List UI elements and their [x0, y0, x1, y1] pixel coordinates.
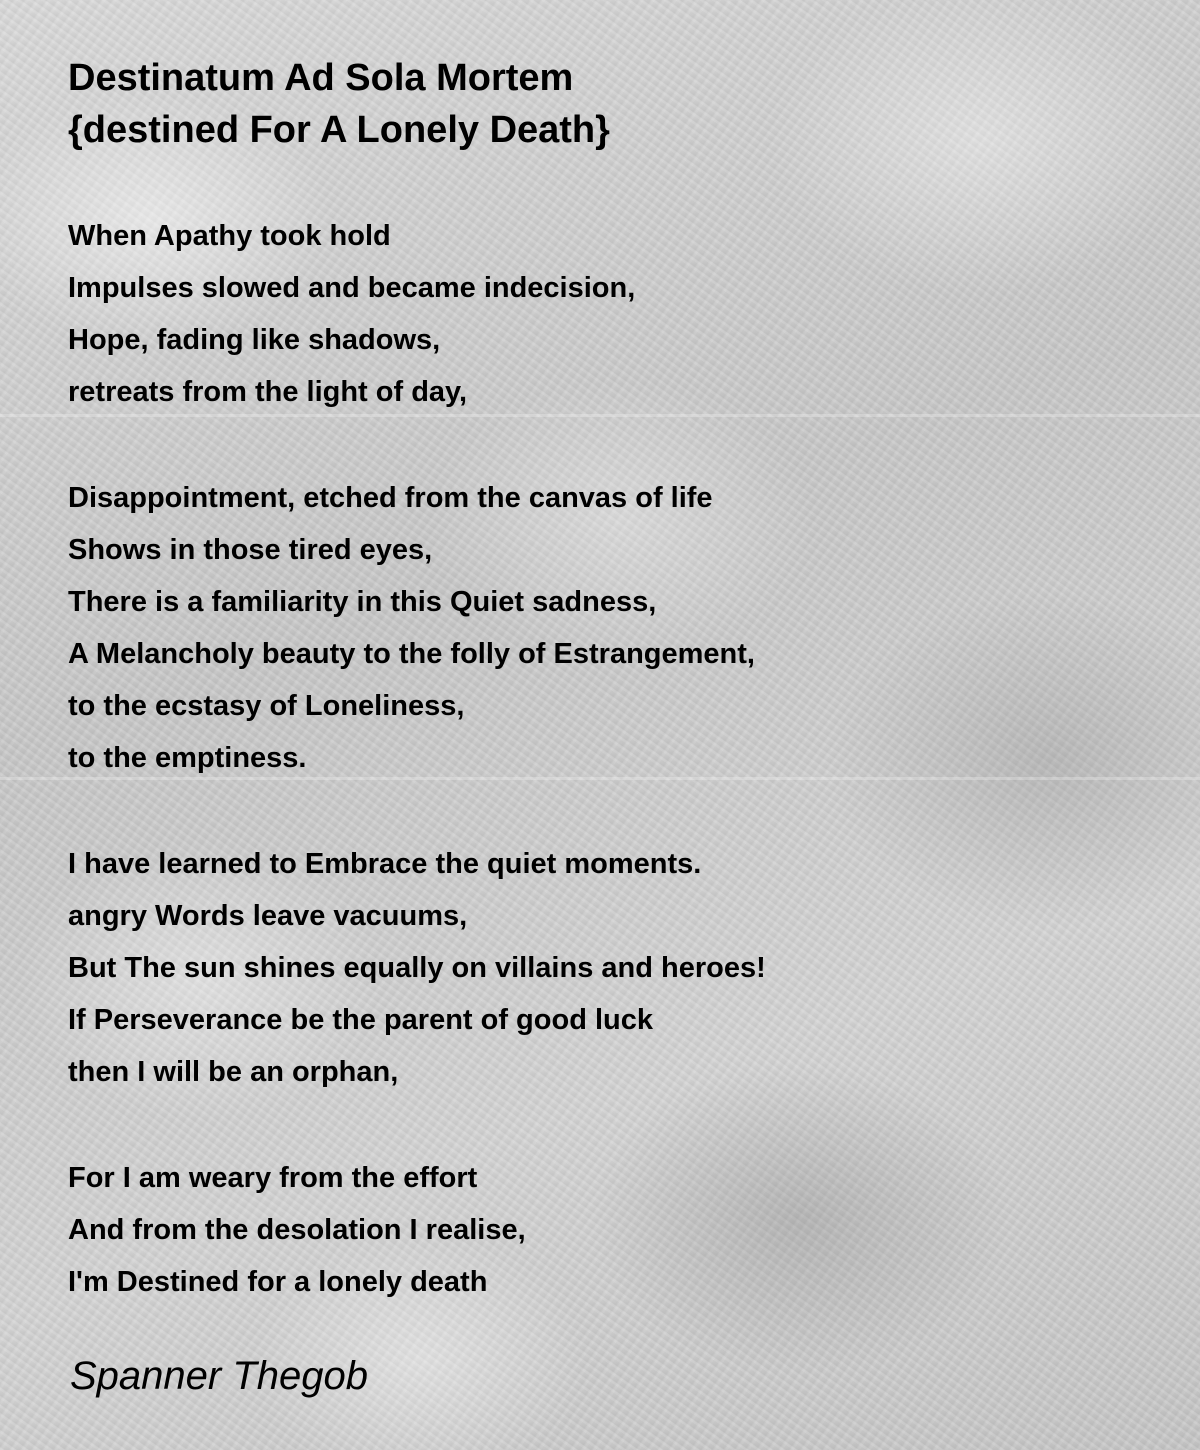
poem-line: For I am weary from the effort [68, 1162, 478, 1194]
poem-line: retreats from the light of day, [68, 376, 468, 408]
poem-line: then I will be an orphan, [68, 1056, 399, 1088]
poem-line: Hope, fading like shadows, [68, 324, 441, 356]
poem-line: to the ecstasy of Loneliness, [68, 690, 465, 722]
poem-line: Disappointment, etched from the canvas of life [68, 482, 713, 514]
poem-line: I'm Destined for a lonely death [68, 1266, 488, 1298]
poem-author: Spanner Thegob [70, 1354, 369, 1398]
poem-title-line: {destined For A Lonely Death} [68, 109, 610, 151]
poem-line: to the emptiness. [68, 742, 307, 774]
stanza-2 [68, 472, 1148, 784]
poem-line: A Melancholy beauty to the folly of Estrangement, [68, 638, 755, 670]
poem-line: Impulses slowed and became indecision, [68, 272, 636, 304]
poem-line: I have learned to Embrace the quiet moments. [68, 848, 702, 880]
stanza-3 [68, 838, 1148, 1098]
poem-title [68, 52, 1148, 156]
poem-page [68, 52, 1148, 1308]
poem-line: There is a familiarity in this Quiet sadness, [68, 586, 657, 618]
stanza-4 [68, 1152, 1148, 1308]
stanza-1 [68, 210, 1148, 418]
poem-line: Shows in those tired eyes, [68, 534, 433, 566]
poem-line: If Perseverance be the parent of good luck [68, 1004, 653, 1036]
poem-title-line: Destinatum Ad Sola Mortem [68, 57, 574, 99]
poem-line: angry Words leave vacuums, [68, 900, 468, 932]
poem-line: When Apathy took hold [68, 220, 391, 252]
poem-line: And from the desolation I realise, [68, 1214, 526, 1246]
poem-line: But The sun shines equally on villains and heroes! [68, 952, 766, 984]
